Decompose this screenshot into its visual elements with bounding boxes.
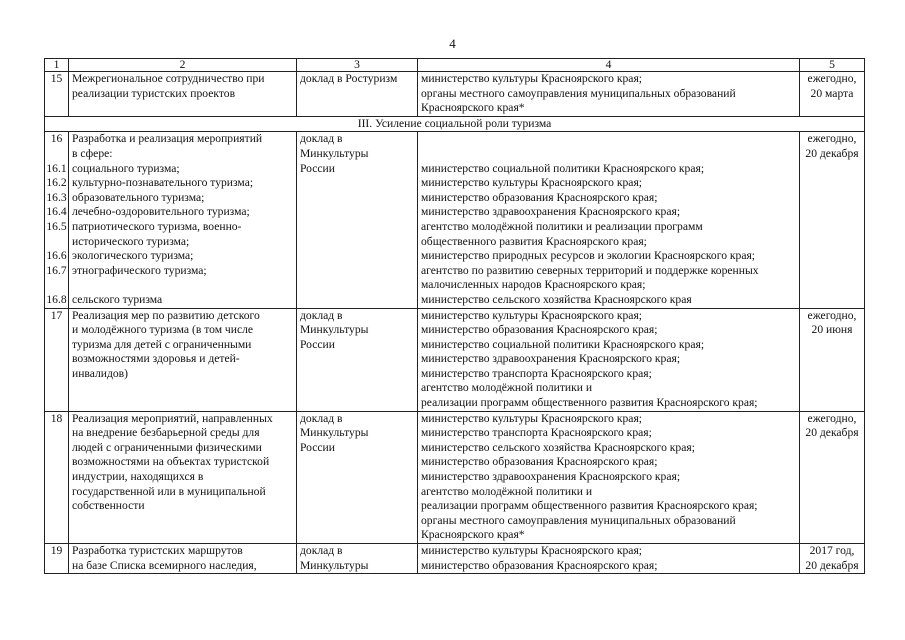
text-line: Минкультуры xyxy=(300,146,369,160)
text-line: министерство социальной политики Красноярского края; xyxy=(421,337,705,351)
text-line: министерство образования Красноярского края; xyxy=(421,558,658,572)
text-line: Разработка туристских маршрутов xyxy=(72,544,243,557)
text-line: на базе Списка всемирного наследия, xyxy=(72,558,257,572)
table-row xyxy=(45,544,865,574)
executors-cell xyxy=(418,308,800,411)
text-line: 20 марта xyxy=(810,86,854,100)
header-cell: 5 xyxy=(800,59,865,72)
text-line: министерство здравоохранения Красноярского края; xyxy=(421,470,681,484)
report-cell xyxy=(297,132,418,308)
text-line: агентство молодёжной политики и реализации программ xyxy=(421,219,703,233)
text-line: исторического туризма; xyxy=(72,234,190,248)
text-line: сельского туризма xyxy=(72,292,163,306)
row-number: 18 xyxy=(45,411,69,543)
text-line: на внедрение безбарьерной среды для xyxy=(72,426,260,440)
text-line: ежегодно, xyxy=(807,72,857,85)
text-line: министерство здравоохранения Красноярского края; xyxy=(421,205,681,219)
text-line: Красноярского края* xyxy=(421,101,525,115)
text-line: лечебно-оздоровительного туризма; xyxy=(72,205,250,219)
text-line: министерство транспорта Красноярского края; xyxy=(421,426,652,440)
text-line xyxy=(45,235,68,250)
text-line xyxy=(421,132,796,147)
deadline-cell xyxy=(800,132,865,308)
text-line: 16.8 xyxy=(46,292,67,306)
text-line: государственной или в муниципальной xyxy=(72,484,266,498)
text-line: ежегодно, xyxy=(807,308,857,322)
text-line: общественного развития Красноярского края; xyxy=(421,234,647,248)
deadline-cell xyxy=(800,411,865,543)
section-heading: III. Усиление социальной роли туризма xyxy=(45,116,865,132)
activity-cell xyxy=(69,308,297,411)
text-line xyxy=(45,278,68,293)
text-line: доклад в Ростуризм xyxy=(300,72,398,85)
header-cell: 3 xyxy=(297,59,418,72)
text-line: министерство сельского хозяйства Красноярского края; xyxy=(421,440,695,454)
text-line: министерство образования Красноярского края; xyxy=(421,190,658,204)
text-line: социального туризма; xyxy=(72,161,180,175)
deadline-cell xyxy=(800,308,865,411)
text-line: патриотического туризма, военно- xyxy=(72,219,242,233)
executors-cell xyxy=(418,72,800,117)
text-line: министерство культуры Красноярского края; xyxy=(421,72,642,85)
text-line: министерство культуры Красноярского края; xyxy=(421,411,642,425)
report-cell xyxy=(297,308,418,411)
row-number xyxy=(45,132,69,308)
text-line: собственности xyxy=(72,499,145,513)
text-line: 20 декабря xyxy=(805,558,859,572)
text-line: реализации программ общественного развития Красноярского края; xyxy=(421,499,758,513)
text-line xyxy=(72,278,293,293)
activities-table xyxy=(44,58,865,574)
text-line: России xyxy=(300,440,335,454)
text-line xyxy=(421,147,796,162)
text-line: доклад в xyxy=(300,308,343,322)
text-line: 16.5 xyxy=(46,219,67,233)
text-line: 16.6 xyxy=(46,249,67,263)
activity-cell xyxy=(69,544,297,574)
text-line: министерство транспорта Красноярского края; xyxy=(421,366,652,380)
text-line: возможностями здоровья и детей- xyxy=(72,352,240,366)
text-line: Минкультуры xyxy=(300,323,369,337)
text-line: министерство сельского хозяйства Красноярского края xyxy=(421,292,692,306)
text-line: индустрии, находящихся в xyxy=(72,470,204,484)
text-line: 16 xyxy=(50,132,63,146)
report-cell xyxy=(297,411,418,543)
text-line: 16.7 xyxy=(46,263,67,277)
header-cell: 1 xyxy=(45,59,69,72)
table-row xyxy=(45,308,865,411)
activity-cell xyxy=(69,411,297,543)
text-line: Реализация мер по развитию детского xyxy=(72,308,260,322)
text-line: 20 июня xyxy=(811,323,853,337)
text-line: министерство образования Красноярского края; xyxy=(421,455,658,469)
text-line: министерство культуры Красноярского края; xyxy=(421,308,642,322)
text-line: России xyxy=(300,161,335,175)
text-line: министерство образования Красноярского края; xyxy=(421,323,658,337)
text-line: 16.1 xyxy=(46,161,67,175)
text-line: министерство природных ресурсов и экологии Красноярского края; xyxy=(421,249,756,263)
text-line: культурно-познавательного туризма; xyxy=(72,176,254,190)
deadline-cell xyxy=(800,72,865,117)
table-row xyxy=(45,72,865,117)
header-cell: 4 xyxy=(418,59,800,72)
text-line: агентство молодёжной политики и xyxy=(421,484,593,498)
table-header-row xyxy=(45,59,865,72)
text-line: министерство культуры Красноярского края; xyxy=(421,544,642,557)
text-line: 2017 год, xyxy=(809,544,855,557)
table-row xyxy=(45,132,865,308)
text-line: возможностями на объектах туристской xyxy=(72,455,270,469)
text-line: в сфере: xyxy=(72,146,113,160)
text-line: 20 декабря xyxy=(805,426,859,440)
text-line: агентство по развитию северных территорий и поддержке коренных xyxy=(421,263,759,277)
text-line: 16.3 xyxy=(46,190,67,204)
row-number: 19 xyxy=(45,544,69,574)
page-number: 4 xyxy=(449,36,456,51)
text-line: Минкультуры xyxy=(300,426,369,440)
text-line: Красноярского края* xyxy=(421,528,525,542)
row-number: 17 xyxy=(45,308,69,411)
text-line: ежегодно, xyxy=(807,411,857,425)
activity-cell xyxy=(69,132,297,308)
row-number: 15 xyxy=(45,72,69,117)
activity-cell xyxy=(69,72,297,117)
text-line: людей с ограниченными физическими xyxy=(72,440,262,454)
text-line: 16.4 xyxy=(46,205,67,219)
text-line: 16.2 xyxy=(46,176,67,190)
text-line: этнографического туризма; xyxy=(72,263,207,277)
section-row xyxy=(45,116,865,132)
report-cell xyxy=(297,72,418,117)
text-line: реализации программ общественного развития Красноярского края; xyxy=(421,396,758,410)
text-line: инвалидов) xyxy=(72,366,128,380)
text-line: 20 декабря xyxy=(805,146,859,160)
text-line: России xyxy=(300,337,335,351)
text-line xyxy=(45,147,68,162)
text-line: агентство молодёжной политики и xyxy=(421,381,593,395)
text-line: органы местного самоуправления муниципальных образований xyxy=(421,513,736,527)
text-line: экологического туризма; xyxy=(72,249,194,263)
text-line: и молодёжного туризма (в том числе xyxy=(72,323,254,337)
executors-cell xyxy=(418,411,800,543)
executors-cell xyxy=(418,544,800,574)
text-line: образовательного туризма; xyxy=(72,190,205,204)
text-line: Минкультуры xyxy=(300,558,369,572)
text-line: доклад в xyxy=(300,132,343,146)
text-line: реализации туристских проектов xyxy=(72,86,236,100)
executors-cell xyxy=(418,132,800,308)
text-line: Разработка и реализация мероприятий xyxy=(72,132,263,146)
text-line: ежегодно, xyxy=(807,132,857,146)
text-line: Реализация мероприятий, направленных xyxy=(72,411,273,425)
report-cell xyxy=(297,544,418,574)
text-line: доклад в xyxy=(300,411,343,425)
text-line: министерство культуры Красноярского края; xyxy=(421,176,642,190)
text-line: министерство социальной политики Красноярского края; xyxy=(421,161,705,175)
text-line: доклад в xyxy=(300,544,343,557)
text-line: министерство здравоохранения Красноярского края; xyxy=(421,352,681,366)
text-line: Межрегиональное сотрудничество при xyxy=(72,72,265,85)
text-line: малочисленных народов Красноярского края; xyxy=(421,278,646,292)
table-row xyxy=(45,411,865,543)
header-cell: 2 xyxy=(69,59,297,72)
deadline-cell xyxy=(800,544,865,574)
text-line: туризма для детей с ограниченными xyxy=(72,337,252,351)
text-line: органы местного самоуправления муниципальных образований xyxy=(421,86,736,100)
